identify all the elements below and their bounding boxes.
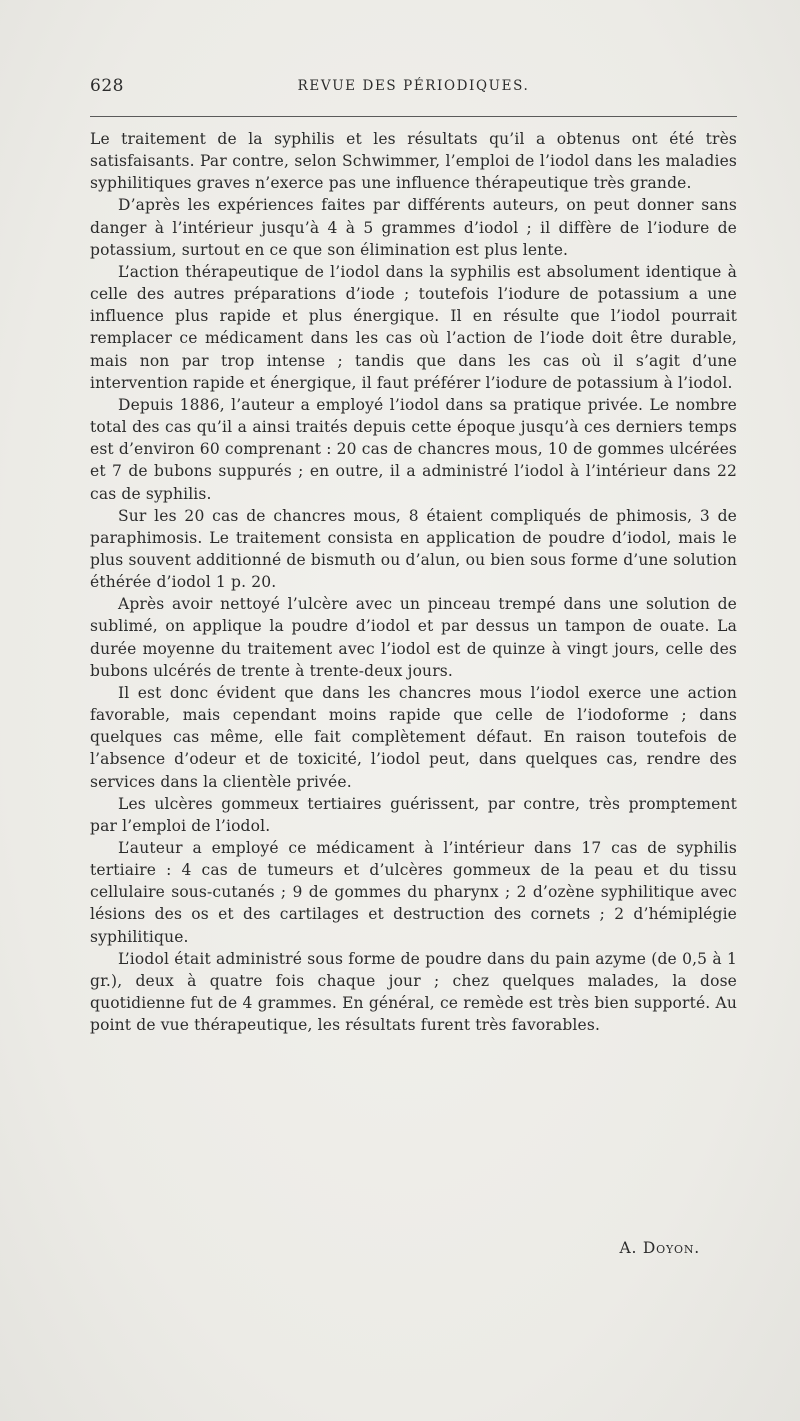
- paragraph: Depuis 1886, l’auteur a employé l’iodol dans sa pratique privée. Le nombre total des cas qu’il a ainsi traités depuis cette époque jusqu’à ces derniers temps est d’environ 60 comprenant : 20 cas de chancres mous, 10 de gommes ulcérées et 7 de bubons suppurés ; en outre, il a administré l’iodol à l’intérieur dans 22 cas de syphilis.: [90, 395, 737, 503]
- paragraph: D’après les expériences faites par différents auteurs, on peut donner sans danger à l’intérieur jusqu’à 4 à 5 grammes d’iodol ; il diffère de l’iodure de potassium, surtout en ce que son élimination est plus lente.: [90, 196, 737, 259]
- article-body: [90, 128, 737, 1036]
- signature-initial: A.: [619, 1239, 638, 1257]
- signature-name: Doyon.: [642, 1239, 700, 1257]
- running-head: REVUE DES PÉRIODIQUES.: [297, 78, 530, 94]
- paragraph: L’action thérapeutique de l’iodol dans la syphilis est absolument identique à celle des autres préparations d’iode ; toutefois l’iodure de potassium a une influence plus rapide et plus énergique. Il en résulte que l’iodol pourrait remplacer ce médicament dans les cas où l’action de l’iode doit être durable, mais non par trop intense ; tandis que dans les cas où il s’agit d’une intervention rapide et énergique, il faut préférer l’iodure de potassium à l’iodol.: [90, 262, 737, 392]
- page-number: 628: [90, 76, 124, 96]
- paragraph: Les ulcères gommeux tertiaires guérissent, par contre, très promptement par l’emploi de l’iodol.: [90, 794, 737, 835]
- paragraph: Sur les 20 cas de chancres mous, 8 étaient compliqués de phimosis, 3 de paraphimosis. Le traitement consista en application de poudre d’iodol, mais le plus souvent additionné de bismuth ou d’alun, ou bien sous forme d’une solution éthérée d’iodol 1 p. 20.: [90, 506, 737, 592]
- paragraph: Le traitement de la syphilis et les résultats qu’il a obtenus ont été très satisfaisants. Par contre, selon Schwimmer, l’emploi de l’iodol dans les maladies syphilitiques graves n’exerce pas une influence thérapeutique très grande.: [90, 130, 737, 193]
- header-rule: [90, 116, 737, 117]
- paragraph: L’iodol était administré sous forme de poudre dans du pain azyme (de 0,5 à 1 gr.), deux à quatre fois chaque jour ; chez quelques malades, la dose quotidienne fut de 4 grammes. En général, ce remède est très bien supporté. Au point de vue thérapeutique, les résultats furent très favorables.: [90, 949, 737, 1035]
- author-signature: [619, 1239, 700, 1257]
- paragraph: Il est donc évident que dans les chancres mous l’iodol exerce une action favorable, mais cependant moins rapide que celle de l’iodoforme ; dans quelques cas même, elle fait complètement défaut. En raison toutefois de l’absence d’odeur et de toxicité, l’iodol peut, dans quelques cas, rendre des services dans la clientèle privée.: [90, 683, 737, 791]
- paragraph: Après avoir nettoyé l’ulcère avec un pinceau trempé dans une solution de sublimé, on applique la poudre d’iodol et par dessus un tampon de ouate. La durée moyenne du traitement avec l’iodol est de quinze à vingt jours, celle des bubons ulcérés de trente à trente-deux jours.: [90, 595, 737, 680]
- paragraph: L’auteur a employé ce médicament à l’intérieur dans 17 cas de syphilis tertiaire : 4 cas de tumeurs et d’ulcères gommeux de la peau et du tissu cellulaire sous-cutanés ; 9 de gommes du pharynx ; 2 d’ozène syphilitique avec lésions des os et des cartilages et destruction des cornets ; 2 d’hémiplégie syphilitique.: [90, 839, 737, 946]
- page-header: [90, 76, 737, 100]
